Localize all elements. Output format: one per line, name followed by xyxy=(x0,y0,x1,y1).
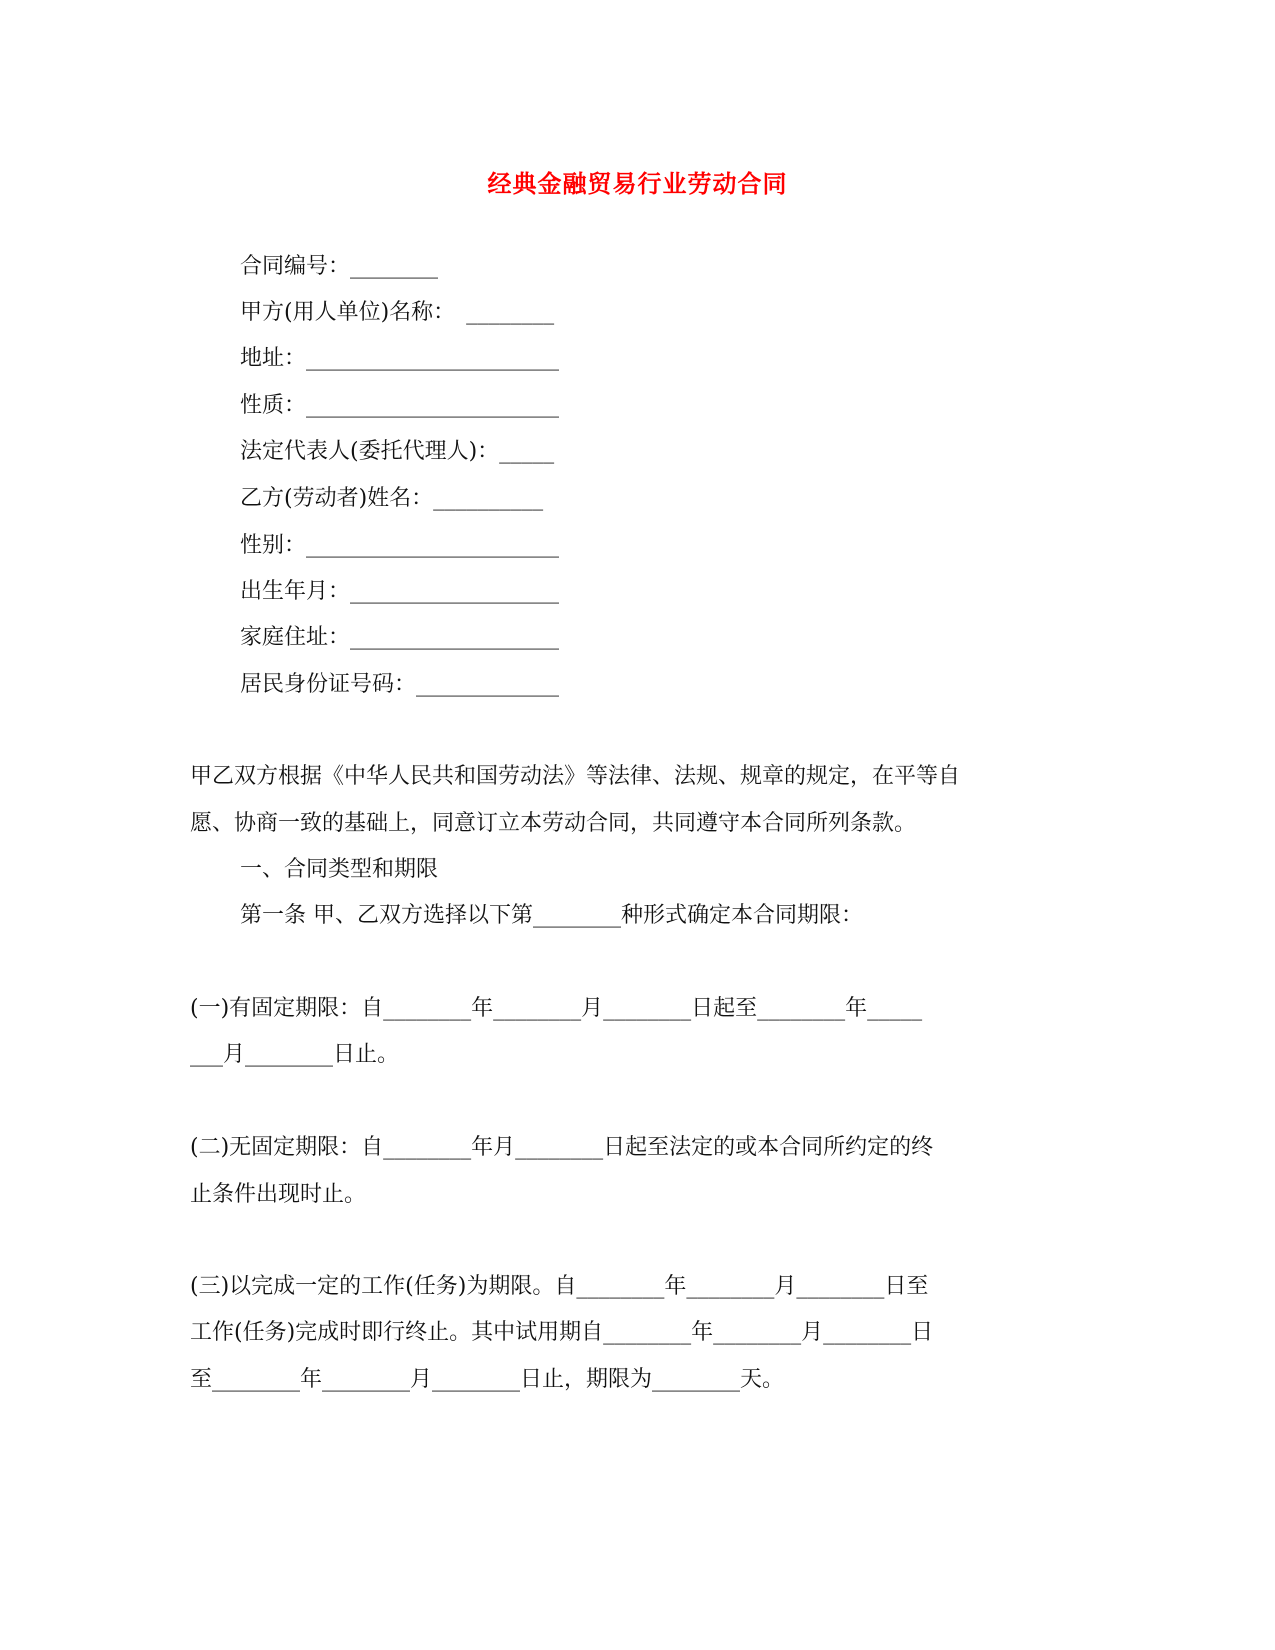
field-employer-name: 甲方(用人单位)名称： ________ xyxy=(240,300,555,325)
option-3-line-2: 工作(任务)完成时即行终止。其中试用期自________年________月________日 xyxy=(190,1320,934,1345)
section-heading: 一、合同类型和期限 xyxy=(240,857,439,882)
field-birth-date: 出生年月：___________________ xyxy=(240,579,560,604)
field-legal-representative: 法定代表人(委托代理人)：_____ xyxy=(240,439,555,464)
field-nature: 性质：_______________________ xyxy=(240,393,560,418)
field-id-number: 居民身份证号码：_____________ xyxy=(240,672,560,697)
option-1-line-2: ___月________日止。 xyxy=(190,1042,400,1067)
option-3-line-3: 至________年________月________日止，期限为________天。 xyxy=(190,1367,785,1392)
field-address: 地址：_______________________ xyxy=(240,346,560,371)
option-2-line-1: (二)无固定期限：自________年月________日起至法定的或本合同所约定的终 xyxy=(190,1135,934,1160)
field-gender: 性别：_______________________ xyxy=(240,533,560,558)
option-3-line-1: (三)以完成一定的工作(任务)为期限。自________年________月________日至 xyxy=(190,1274,929,1299)
field-employee-name: 乙方(劳动者)姓名：__________ xyxy=(240,486,544,511)
option-2-line-2: 止条件出现时止。 xyxy=(190,1182,367,1207)
field-home-address: 家庭住址：___________________ xyxy=(240,625,560,650)
field-contract-number: 合同编号：________ xyxy=(240,254,439,279)
intro-line-2: 愿、协商一致的基础上，同意订立本劳动合同，共同遵守本合同所列条款。 xyxy=(190,811,917,836)
option-1-line-1: (一)有固定期限：自________年________月________日起至________年_____ xyxy=(190,996,923,1021)
page-title: 经典金融贸易行业劳动合同 xyxy=(487,169,788,198)
intro-line-1: 甲乙双方根据《中华人民共和国劳动法》等法律、法规、规章的规定，在平等自 xyxy=(190,764,961,789)
article-1: 第一条 甲、乙双方选择以下第________种形式确定本合同期限： xyxy=(240,903,863,928)
